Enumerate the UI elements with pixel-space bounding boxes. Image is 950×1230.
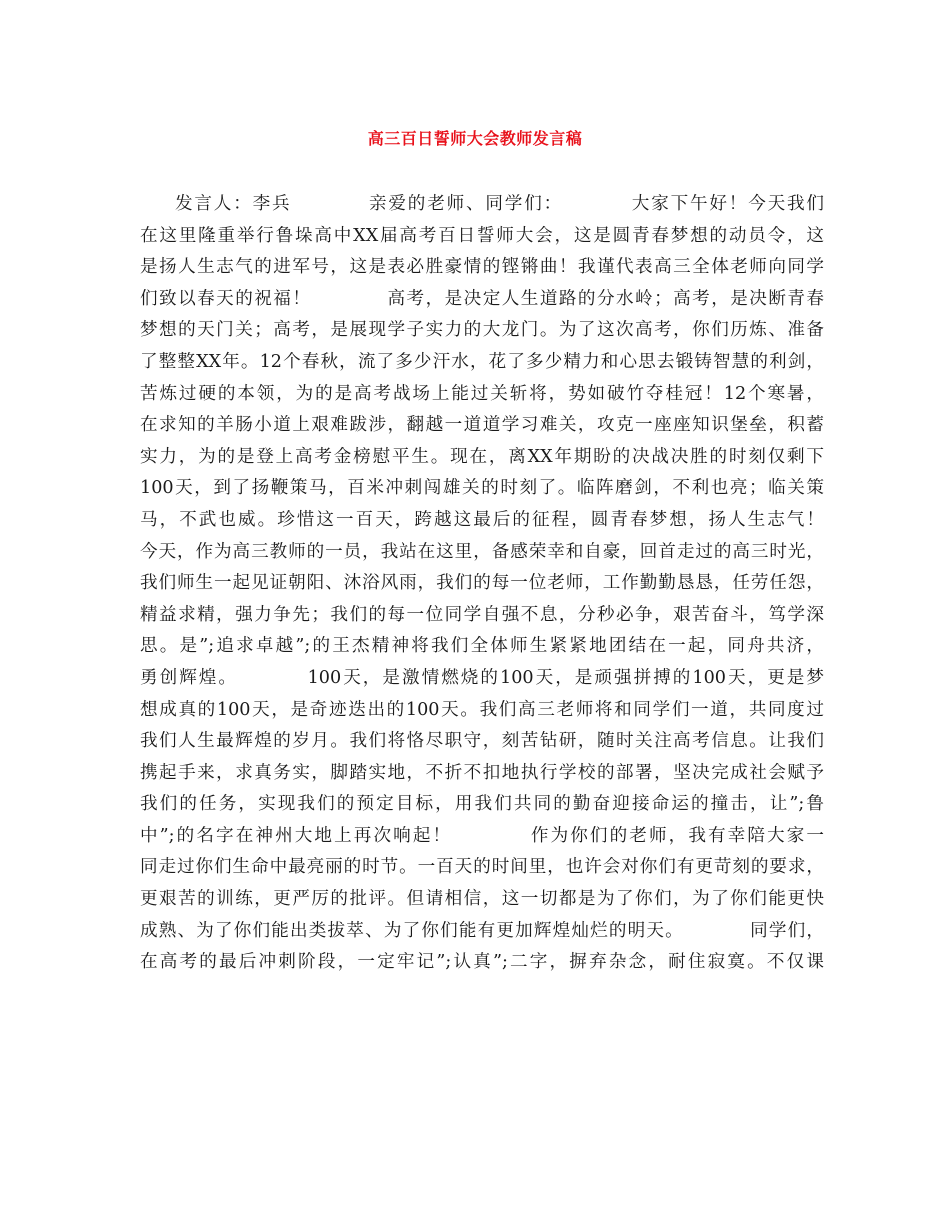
text-line: 100天，到了扬鞭策马，百米冲刺闯雄关的时刻了。临阵磨剑，不利也亮；临关策 [140,478,824,499]
text-line: 今天，作为高三教师的一员，我站在这里，备感荣幸和自豪，回首走过的高三时光， [140,541,824,562]
speech-body [140,189,824,979]
text-line: 我们的任务，实现我们的预定目标，用我们共同的勤奋迎接命运的撞击，让”;鲁 [140,794,824,815]
text-line: 实力，为的是登上高考金榜慰平生。现在，离XX年期盼的决战决胜的时刻仅剩下 [140,446,824,467]
text-line: 了整整XX年。12个春秋，流了多少汗水，花了多少精力和心思去锻铸智慧的利剑， [140,351,824,372]
text-line: 我们人生最辉煌的岁月。我们将恪尽职守，刻苦钻研，随时关注高考信息。让我们 [140,731,824,752]
text-line: 们致以春天的祝福！ 高考，是决定人生道路的分水岭；高考，是决断青春 [140,288,824,309]
text-line: 是扬人生志气的进军号，这是表必胜豪情的铿锵曲！我谨代表高三全体老师向同学 [140,257,824,278]
text-line: 马，不武也威。珍惜这一百天，跨越这最后的征程，圆青春梦想，扬人生志气！ [140,509,824,530]
text-line: 成熟、为了你们能出类拔萃、为了你们能有更加辉煌灿烂的明天。 同学们， [140,920,824,941]
text-line: 更艰苦的训练，更严厉的批评。但请相信，这一切都是为了你们，为了你们能更快 [140,889,824,910]
text-line: 精益求精，强力争先；我们的每一位同学自强不息，分秒必争，艰苦奋斗，笃学深 [140,604,824,625]
text-line: 我们师生一起见证朝阳、沐浴风雨，我们的每一位老师，工作勤勤恳恳，任劳任怨， [140,573,824,594]
text-line: 发言人：李兵 亲爱的老师、同学们： 大家下午好！今天我们 [175,194,824,214]
text-line: 同走过你们生命中最亮丽的时节。一百天的时间里，也许会对你们有更苛刻的要求， [140,857,824,878]
text-line: 梦想的天门关；高考，是展现学子实力的大龙门。为了这次高考，你们历炼、准备 [140,320,824,341]
text-line: 想成真的100天，是奇迹迭出的100天。我们高三老师将和同学们一道，共同度过 [140,699,824,720]
text-line: 在这里隆重举行鲁垛高中XX届高考百日誓师大会，这是圆青春梦想的动员令，这 [140,225,824,246]
text-line: 思。是”;追求卓越”;的王杰精神将我们全体师生紧紧地团结在一起，同舟共济， [140,636,824,657]
text-line: 在求知的羊肠小道上艰难跋涉，翻越一道道学习难关，攻克一座座知识堡垒，积蓄 [140,415,824,436]
text-line: 中”;的名字在神州大地上再次响起！ 作为你们的老师，我有幸陪大家一 [140,825,824,846]
text-line: 携起手来，求真务实，脚踏实地，不折不扣地执行学校的部署，坚决完成社会赋予 [140,762,824,783]
text-line: 苦炼过硬的本领，为的是高考战场上能过关斩将，势如破竹夺桂冠！12个寒暑， [140,383,824,404]
text-line: 勇创辉煌。 100天，是激情燃烧的100天，是顽强拼搏的100天，更是梦 [140,667,824,688]
document-title: 高三百日誓师大会教师发言稿 [367,129,583,148]
text-line: 在高考的最后冲刺阶段，一定牢记”;认真”;二字，摒弃杂念，耐住寂寞。不仅课 [140,952,824,973]
